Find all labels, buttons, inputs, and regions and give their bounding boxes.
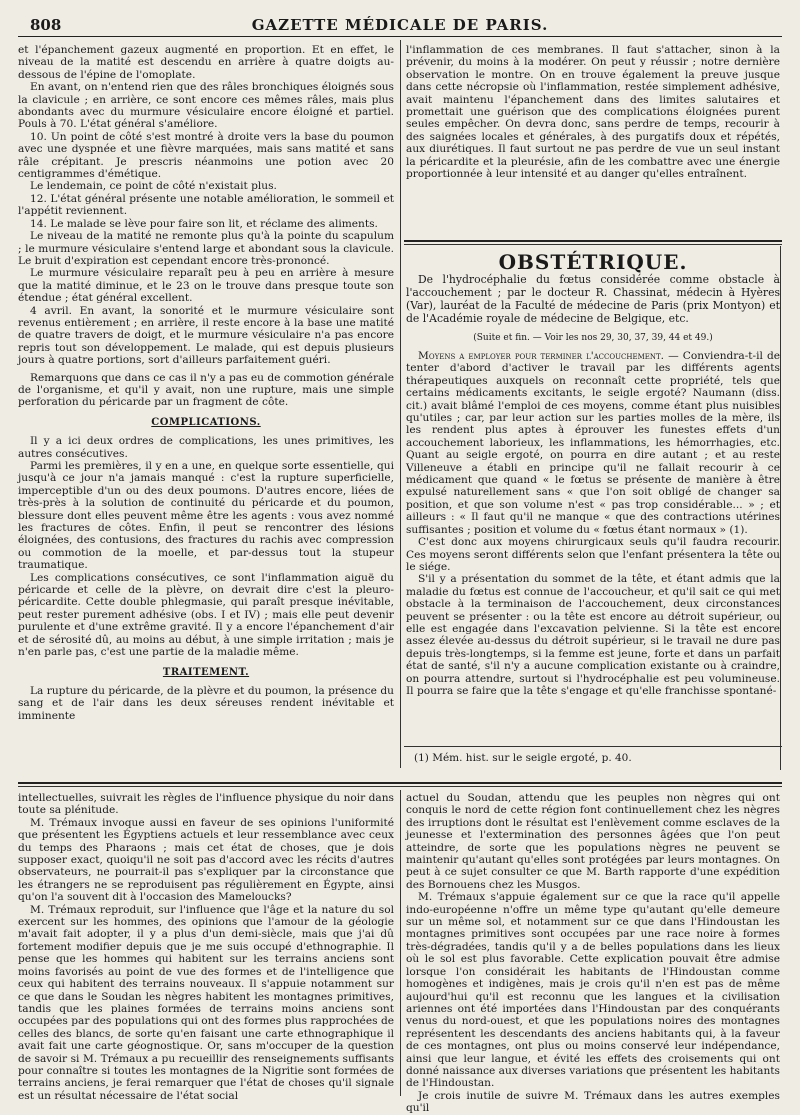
paragraph: Remarquons que dans ce cas il n'y a pas eu de commotion générale de l'organisme, et qu'il y avait, non une rupture, mais une simple perforation du péricarde par un fragment de côte. bbox=[18, 371, 394, 409]
paragraph: Le murmure vésiculaire reparaît peu à peu en arrière à mesure que la matité diminue, et le 23 on le trouve dans presque toute son étendue ; état général excellent. bbox=[18, 267, 394, 305]
paragraph: Parmi les premières, il y en a une, en quelque sorte essentielle, qui jusqu'à ce jour n'a jamais manqué : c'est la rupture superficielle, imperceptible d'un ou des deux poumons. D'autres encore, liées de très-près à la solution de continuité du péricarde et du poumon, blessure dont elles peuvent même être les agents : vous avez nommé les fractures de côtes. Enfin, il peut se rencontrer des lésions éloignées, des contusions, des fractures du rachis avec compression ou commotion de la moelle, et par-dessus tout la stupeur traumatique. bbox=[18, 460, 394, 572]
section-title: OBSTÉTRIQUE. bbox=[498, 250, 688, 274]
paragraph: En avant, on n'entend rien que des râles bronchiques éloignés sous la clavicule ; en arrière, ce sont encore ces mêmes râles, mais plus abondants avec du murmure vésiculaire encore éloigné et partiel. Pouls à 70. L'état général s'améliore. bbox=[18, 81, 394, 131]
obstetrique-article bbox=[406, 252, 780, 742]
paragraph: Le niveau de la matité ne remonte plus qu'à la pointe du scapulum ; le murmure vésiculaire s'entend large et abondant sous la clavicule. Le bruit d'expiration est cependant encore très-prononcé. bbox=[18, 230, 394, 267]
paragraph: actuel du Soudan, attendu que les peuples non nègres qui ont conquis le nord de cette région font continuellement chez les nègres des irruptions dont le résultat est l'enlèvement comme esclaves de la jeunesse et l'extermination des personnes âgées que l'on peut atteindre, de sorte que les populations nègres ne peuvent se maintenir qu'autant qu'elles sont protégées par leurs montagnes. On peut à ce sujet consulter ce que M. Barth rapporte d'une expédition des Bornouens chez les Musgos. bbox=[406, 792, 780, 891]
section-heading-complications: COMPLICATIONS. bbox=[151, 416, 261, 428]
paragraph: C'est donc aux moyens chirurgicaux seuls qu'il faudra recourir. Ces moyens seront différents selon que l'enfant présentera la tête ou le siége. bbox=[406, 536, 780, 573]
feuilleton-rule bbox=[18, 782, 782, 784]
column-divider bbox=[400, 790, 401, 1096]
page-header bbox=[30, 16, 770, 36]
paragraph: M. Trémaux s'appuie également sur ce que la race qu'il appelle indo-européenne n'offre un même type qu'autant qu'elle demeure sur un même sol, et notamment sur ce que dans l'Hindoustan les montagnes primitives sont occupées par une race noire à formes très-dégradées, tandis qu'il y a de belles populations dans les lieux où le sol est plus favorable. Cette explication pouvait être admise lorsque l'on considérait les habitants de l'Hindoustan comme homogènes et indigènes, mais je crois qu'il n'en est pas de même aujourd'hui qu'il est reconnu que les langues et la civilisation ariennes ont été importées dans l'Hindoustan par des conquérants venus du nord-ouest, et que les populations noires des montagnes représentent les descendants des anciens habitants qui, à la faveur de ces montagnes, ont plus ou moins conservé leur indépendance, ainsi que leur langue, et évité les effets des croisements qui ont donné naissance aux diverses variations que présentent les habitants de l'Hindoustan. bbox=[406, 891, 780, 1090]
feuilleton-rule bbox=[18, 786, 782, 787]
journal-title: GAZETTE MÉDICALE DE PARIS. bbox=[251, 16, 549, 34]
section-rule bbox=[404, 240, 782, 242]
paragraph: 12. L'état général présente une notable amélioration, le sommeil et l'appétit reviennent. bbox=[18, 192, 394, 218]
paragraph: l'inflammation de ces membranes. Il faut s'attacher, sinon à la prévenir, du moins à la modérer. On peut y réussir ; notre dernière observation le montre. On en trouve également la preuve jusque dans cette nécropsie où l'inflammation, restée simplement adhésive, avait maintenu l'épanchement dans des limites salutaires et promettait une guérison que des complications éloignées purent seules empêcher. On devra donc, sans perdre de temps, recourir à des saignées locales et générales, à des purgatifs doux et répétés, aux diurétiques. Il faut surtout ne pas perdre de vue un seul instant la péricardite et la pleurésie, afin de les combattre avec une énergie proportionnée à leur intensité et au danger qu'elles entraînent. bbox=[406, 44, 780, 181]
left-column bbox=[18, 44, 394, 760]
paragraph: Il y a ici deux ordres de complications, les unes primitives, les autres consécutives. bbox=[18, 435, 394, 460]
continuation-note: (Suite et fin. — Voir les nos 29, 30, 37, 39, 44 et 49.) bbox=[473, 332, 713, 343]
paragraph: 10. Un point de côté s'est montré à droite vers la base du poumon avec une dyspnée et une fièvre marquées, mais sans matité et sans râle crépitant. Je prescris néanmoins une potion avec 20 centigrammes d'émétique. bbox=[18, 130, 394, 181]
column-divider bbox=[400, 40, 401, 768]
paragraph: intellectuelles, suivrait les règles de l'influence physique du noir dans toute sa plénitude. bbox=[18, 792, 394, 817]
paragraph-lead: Moyens a employer pour terminer l'accouchement. bbox=[418, 350, 665, 362]
paragraph: 14. Le malade se lève pour faire son lit, et réclame des aliments. bbox=[30, 217, 378, 230]
paragraph: Je crois inutile de suivre M. Trémaux dans les autres exemples qu'il bbox=[406, 1089, 780, 1115]
paragraph: M. Trémaux reproduit, sur l'influence que l'âge et la nature du sol exercent sur les hommes, des opinions que l'amour de la géologie m'avait fait adopter, il y a plus d'un demi-siècle, mais que j'ai dû fortement modifier depuis que je me suis occupé d'ethnographie. Il pense que les hommes qui habitent sur les terrains anciens sont moins favorisés au point de vue des formes et de l'intelligence que ceux qui habitent des terrains nouveaux. Il s'appuie notamment sur ce que dans le Soudan les nègres habitent les montagnes primitives, tandis que les plaines formées de terrains moins anciens sont occupées par des populations qui ont des formes plus rapprochées de celles des blancs, de sorte qu'en faisant une carte ethnographique il avait fait une carte géognostique. Or, sans m'occuper de la question de savoir si M. Trémaux a pu recueillir des renseignements suffisants pour connaître si toutes les montagnes de la Nigritie sont formées de terrains anciens, je ferai remarquer que l'état de choses qu'il signale est un résultat nécessaire de l'état social bbox=[18, 903, 394, 1102]
paragraph: Les complications consécutives, ce sont l'inflammation aiguë du péricarde et celle de la plèvre, on devrait dire c'est la pleuro-péricardite. Cette double phlegmasie, qui paraît presque inévitable, peut rester purement adhésive (obs. I et IV) ; mais elle peut devenir purulente et d'une extrême gravité. Il y a encore l'épanchement d'air et de sérosité dû, au moins au début, à une simple irritation ; mais je n'en parle pas, c'est une partie de la maladie même. bbox=[18, 571, 394, 659]
box-border bbox=[780, 246, 781, 770]
paragraph: Moyens a employer pour terminer l'accouchement. — Conviendra-t-il de tenter d'abord d'activer le travail par les différents agents thérapeutiques auxquels on reconnaît cette propriété, tels que certains médicaments excitants, le seigle ergoté? Naumann (diss. cit.) avait blâmé l'emploi de ces moyens, comme étant plus nuisibles qu'utiles ; car, par leur action sur les parties molles de la mère, ils les rendent plus aptes à éprouver les funestes effets d'un accouchement laborieux, les inflammations, les hémorrhagies, etc. Quant au seigle ergoté, on pourra en dire autant ; et au reste Villeneuve a établi en principe qu'il ne fallait recourir à ce médicament que quand « le fœtus se présente de manière à être expulsé naturellement sans « que l'on soit obligé de changer sa position, et que son volume n'est « pas trop considérable... » ; et ailleurs : « Il faut qu'il ne manque « que des contractions utérines suffisantes ; position et volume du « fœtus étant normaux » (1). bbox=[406, 350, 780, 536]
right-column-top bbox=[406, 44, 780, 240]
section-rule bbox=[404, 244, 782, 245]
section-heading-traitement: TRAITEMENT. bbox=[162, 666, 250, 678]
article-heading: De l'hydrocéphalie du fœtus considérée comme obstacle à l'accouchement ; par le docteur R. Chassinat, médecin à Hyères (Var), lauréat de la Faculté de médecine de Paris (prix Montyon) et de l'Académie royale de médecine de Belgique, etc. bbox=[406, 273, 780, 325]
paragraph: La rupture du péricarde, de la plèvre et du poumon, la présence du sang et de l'air dans les deux séreuses rendent inévitable et imminente bbox=[18, 684, 394, 722]
paragraph: S'il y a présentation du sommet de la tête, et étant admis que la maladie du fœtus est connue de l'accoucheur, et qu'il sait ce qui met obstacle à la terminaison de l'accouchement, deux circonstances peuvent se présenter : ou la tête est encore au détroit supérieur, ou elle est engagée dans l'excavation pelvienne. Si la tête est encore assez élevée au-dessus du détroit supérieur, si le travail ne dure pas depuis très-longtemps, si la femme est jeune, forte et dans un parfait état de santé, s'il n'y a aucune complication existante ou à craindre, on pourra attendre, surtout si l'hydrocéphalie est peu volumineuse. Il pourra se faire que la tête s'engage et qu'elle franchisse spontané- bbox=[406, 573, 780, 697]
bottom-left-column bbox=[18, 792, 394, 1102]
footnote-rule bbox=[404, 746, 782, 747]
paragraph: Le lendemain, ce point de côté n'existait plus. bbox=[30, 180, 277, 193]
page-number: 808 bbox=[30, 16, 62, 34]
footnote: (1) Mém. hist. sur le seigle ergoté, p. 40. bbox=[414, 752, 632, 764]
paragraph: M. Trémaux invoque aussi en faveur de ses opinions l'uniformité que présentent les Égyptiens actuels et leur ressemblance avec ceux du temps des Pharaons ; mais cet état de choses, que je dois supposer exact, quoiqu'il ne soit pas d'accord avec les récits d'autres observateurs, ne pourrait-il pas s'expliquer par la circonstance que les étrangers ne se reproduisent pas régulièrement en Égypte, ainsi qu'on l'a souvent dit à l'occasion des Mameloucks? bbox=[18, 816, 394, 904]
paragraph: 4 avril. En avant, la sonorité et le murmure vésiculaire sont revenus entièrement ; en arrière, il reste encore à la base une matité de quatre travers de doigt, et le murmure vésiculaire n'a pas encore repris tout son développement. Le malade, qui est depuis plusieurs jours à quatre portions, sort d'ailleurs parfaitement guéri. bbox=[18, 304, 394, 367]
bottom-right-column bbox=[406, 792, 780, 1115]
paragraph: et l'épanchement gazeux augmenté en proportion. Et en effet, le niveau de la matité est descendu en arrière à quatre doigts au-dessous de l'épine de l'omoplate. bbox=[18, 44, 394, 81]
header-rule bbox=[18, 36, 782, 37]
